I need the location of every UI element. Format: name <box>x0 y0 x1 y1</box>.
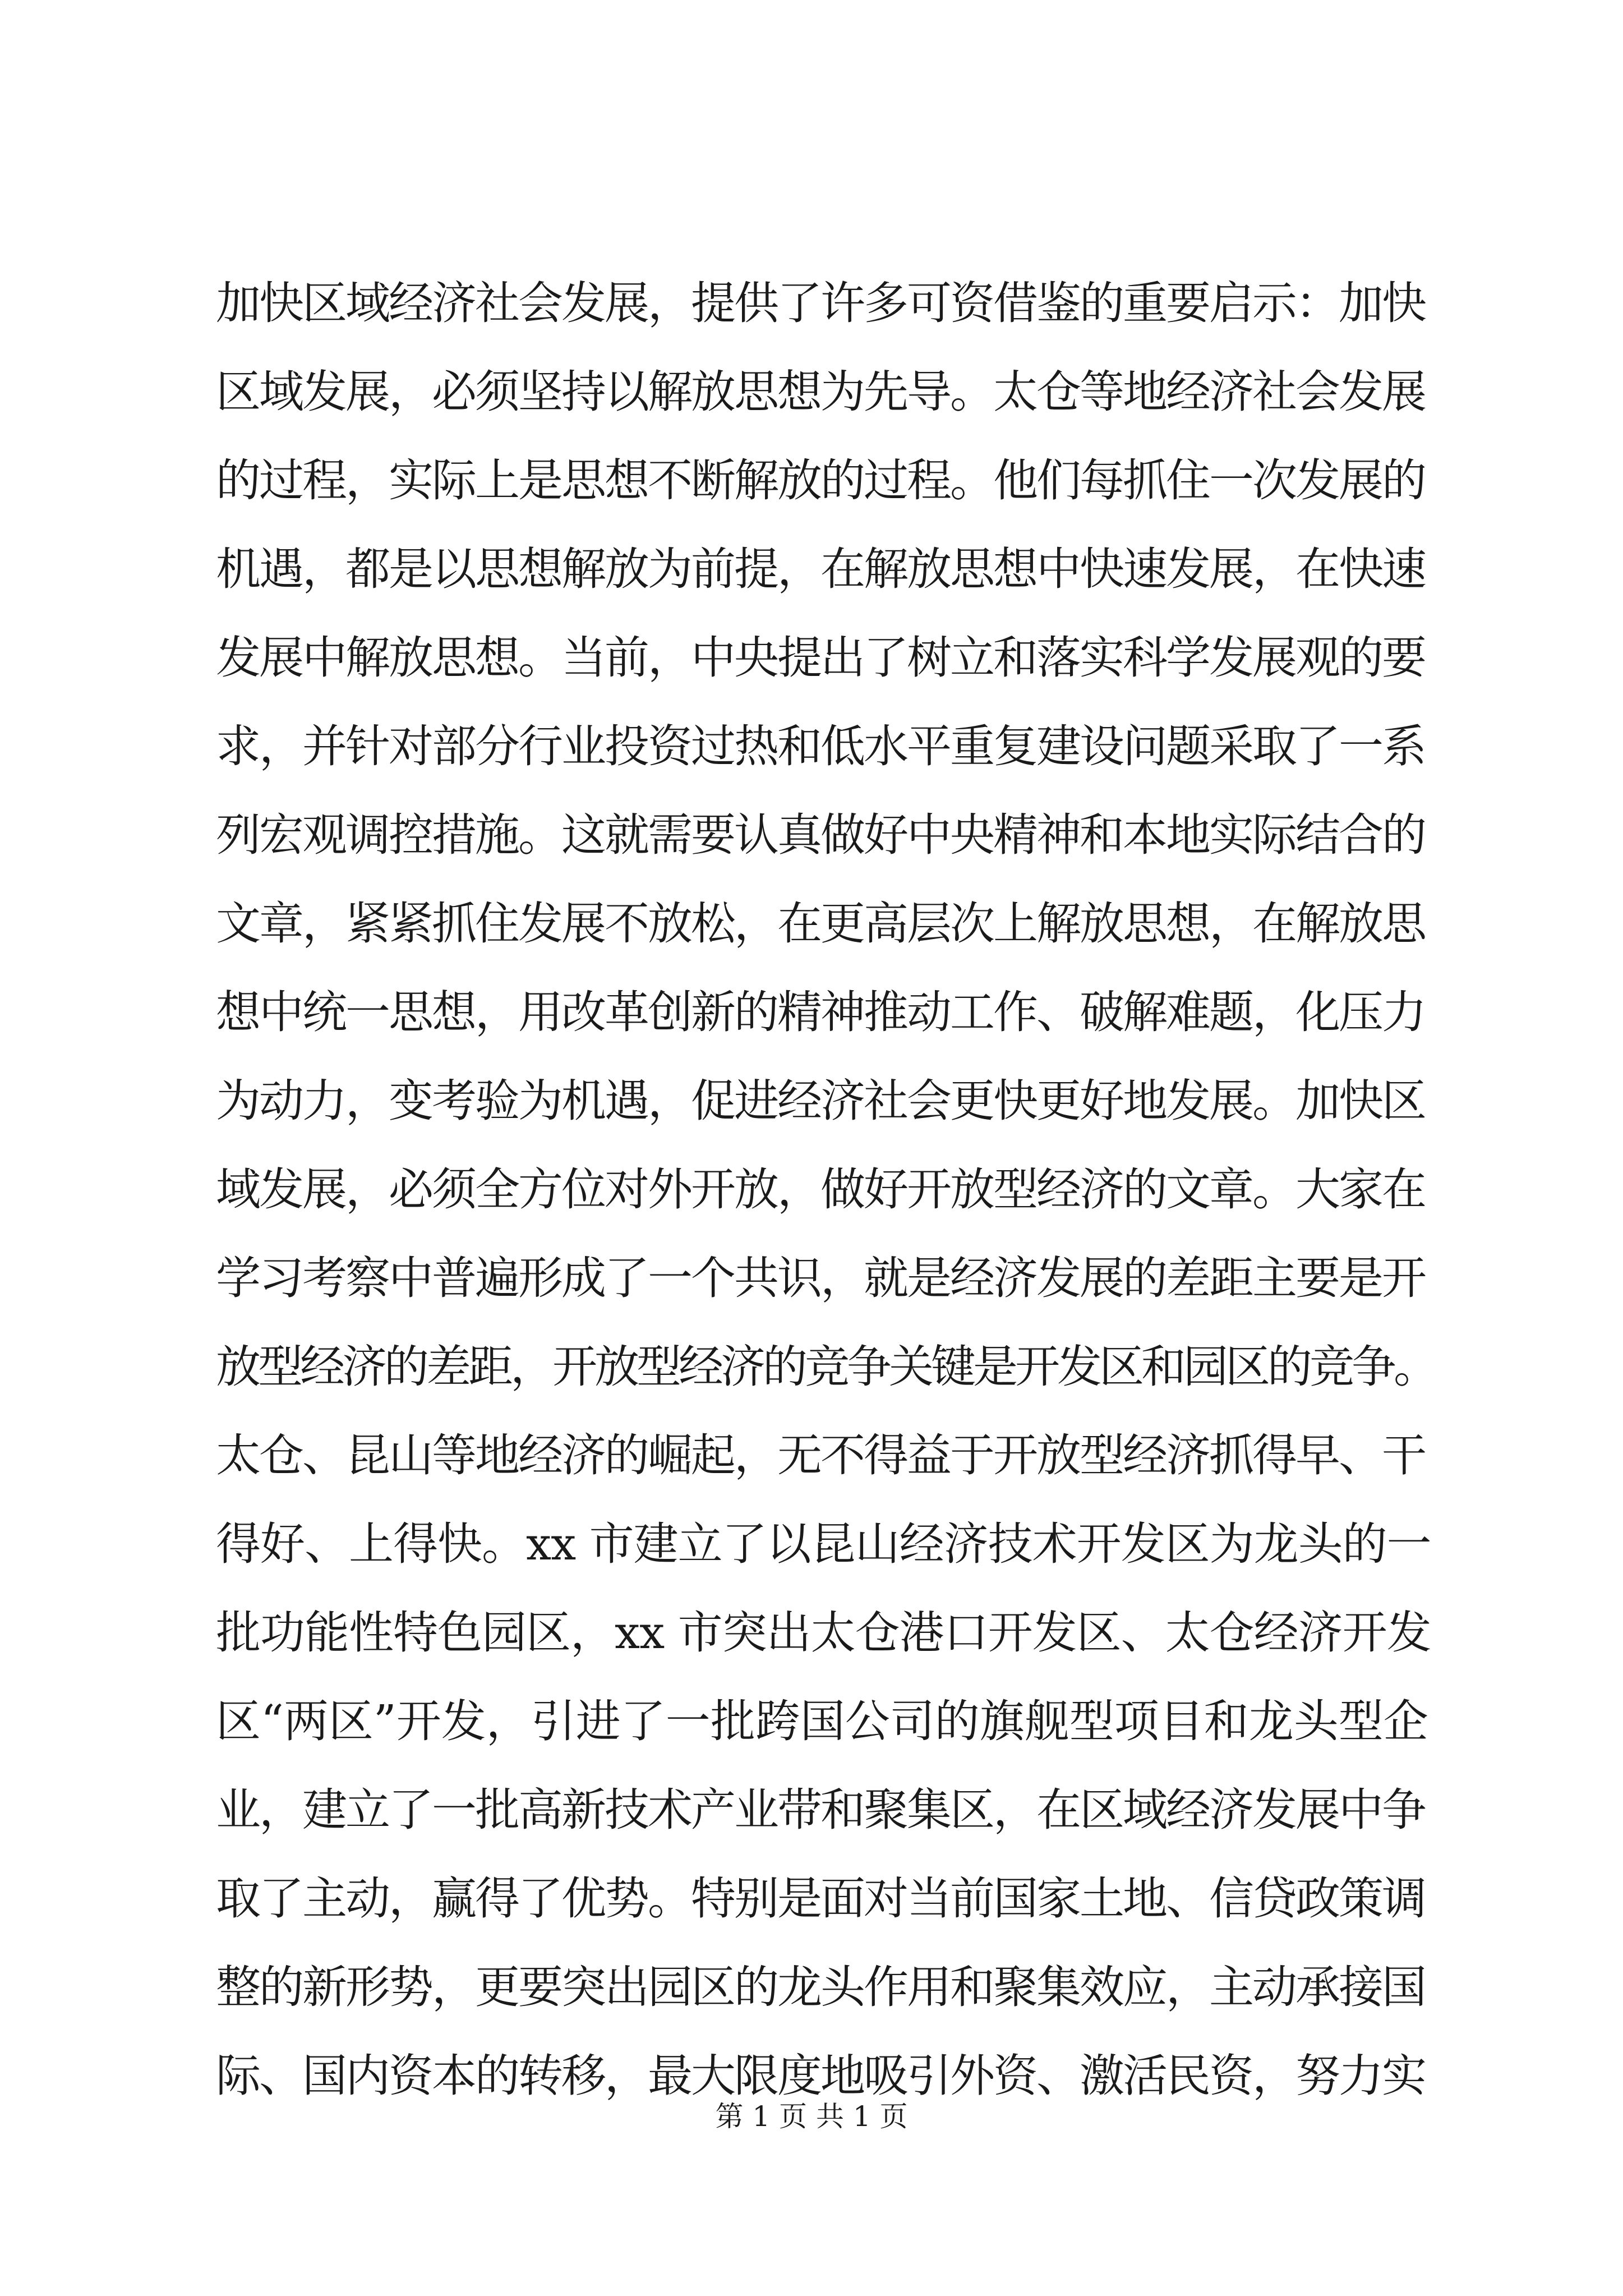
text-line: 的过程，实际上是思想不断解放的过程。他们每抓住一次发展的 <box>216 454 1425 507</box>
text-line: 想中统一思想，用改革创新的精神推动工作、破解难题，化压力 <box>216 986 1425 1038</box>
text-line: 取了主动，赢得了优势。特别是面对当前国家土地、信贷政策调 <box>216 1872 1425 1925</box>
text-line: 区域发展，必须坚持以解放思想为先导。太仓等地经济社会发展 <box>216 366 1425 418</box>
text-line: 列宏观调控措施。这就需要认真做好中央精神和本地实际结合的 <box>216 809 1425 861</box>
text-line: 学习考察中普遍形成了一个共识，就是经济发展的差距主要是开 <box>216 1252 1425 1304</box>
document-body <box>216 259 1438 2120</box>
text-line: 太仓、昆山等地经济的崛起，无不得益于开放型经济抓得早、干 <box>216 1429 1425 1481</box>
text-line: 文章，紧紧抓住发展不放松，在更高层次上解放思想，在解放思 <box>216 898 1425 950</box>
page-number-footer: 第 1 页 共 1 页 <box>715 2100 908 2133</box>
text-line: 加快区域经济社会发展，提供了许多可资借鉴的重要启示：加快 <box>216 277 1425 329</box>
text-line: 区“两区”开发，引进了一批跨国公司的旗舰型项目和龙头型企 <box>216 1695 1428 1747</box>
text-line: 为动力，变考验为机遇，促进经济社会更快更好地发展。加快区 <box>216 1075 1425 1127</box>
text-line: 整的新形势，更要突出园区的龙头作用和聚集效应，主动承接国 <box>216 1961 1425 2013</box>
text-line: 域发展，必须全方位对外开放，做好开放型经济的文章。大家在 <box>216 1163 1425 1216</box>
text-line: 批功能性特色园区，xx 市突出太仓港口开发区、太仓经济开发 <box>216 1607 1431 1659</box>
text-line: 发展中解放思想。当前，中央提出了树立和落实科学发展观的要 <box>216 632 1425 684</box>
text-line: 得好、上得快。xx 市建立了以昆山经济技术开发区为龙头的一 <box>216 1518 1431 1570</box>
text-line: 放型经济的差距，开放型经济的竞争关键是开发区和园区的竞争。 <box>216 1341 1436 1393</box>
text-line: 际、国内资本的转移，最大限度地吸引外资、激活民资，努力实 <box>216 2050 1425 2102</box>
text-line: 业，建立了一批高新技术产业带和聚集区，在区域经济发展中争 <box>216 1784 1425 1836</box>
text-line: 求，并针对部分行业投资过热和低水平重复建设问题采取了一系 <box>216 720 1425 772</box>
text-line: 机遇，都是以思想解放为前提，在解放思想中快速发展，在快速 <box>216 543 1425 595</box>
